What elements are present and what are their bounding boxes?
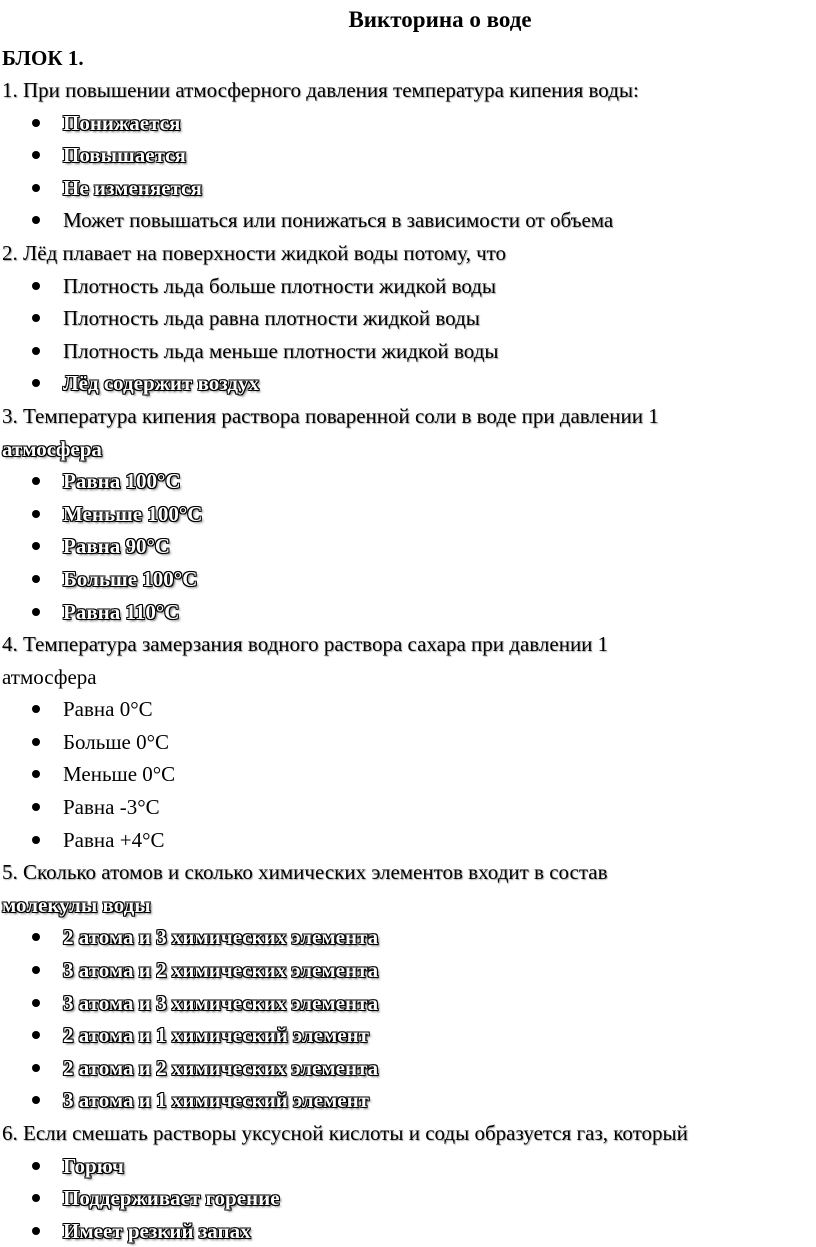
bullet-icon	[32, 1194, 40, 1202]
option-label: Плотность льда меньше плотности жидкой воды	[63, 338, 499, 363]
bullet-icon	[32, 705, 40, 713]
question-1-option	[2, 107, 814, 140]
option-label: 2 атома и 2 химических элемента	[63, 1055, 379, 1080]
question-3-option	[2, 498, 814, 531]
bullet-icon	[32, 151, 40, 159]
bullet-icon	[32, 1162, 40, 1170]
question-6-options	[2, 1150, 814, 1247]
question-3-option	[2, 563, 814, 596]
bullet-icon	[32, 966, 40, 974]
bullet-icon	[32, 379, 40, 387]
bullet-icon	[32, 575, 40, 583]
option-label: Имеет резкий запах	[63, 1218, 251, 1243]
bullet-icon	[32, 510, 40, 518]
option-label: 3 атома и 1 химический элемент	[63, 1088, 369, 1113]
question-3-option	[2, 530, 814, 563]
question-4-option	[2, 758, 814, 791]
question-6-option	[2, 1182, 814, 1215]
bullet-icon	[32, 803, 40, 811]
question-4-options	[2, 693, 814, 856]
question-3-options	[2, 465, 814, 628]
question-5-option	[2, 1052, 814, 1085]
option-label: Больше 100°С	[63, 566, 198, 591]
question-5-option	[2, 921, 814, 954]
question-1-options	[2, 107, 814, 237]
option-label: Может повышаться или понижаться в зависимости от объема	[63, 208, 614, 233]
option-label: 2 атома и 1 химический элемент	[63, 1023, 369, 1048]
option-label: Равна 90°С	[63, 534, 171, 559]
bullet-icon	[32, 836, 40, 844]
option-label: Меньше 100°С	[63, 501, 203, 526]
bullet-icon	[32, 216, 40, 224]
bullet-icon	[32, 1096, 40, 1104]
question-2-option	[2, 335, 814, 368]
option-label: 3 атома и 2 химических элемента	[63, 958, 379, 983]
page-title: Викторина о воде	[348, 7, 532, 32]
quiz-content	[2, 74, 814, 1247]
option-label: Плотность льда больше плотности жидкой воды	[63, 273, 497, 298]
question-5-option	[2, 987, 814, 1020]
question-4-option	[2, 726, 814, 759]
bullet-icon	[32, 314, 40, 322]
bullet-icon	[32, 119, 40, 127]
question-5-options	[2, 921, 814, 1117]
question-3-option	[2, 465, 814, 498]
question-2-option	[2, 367, 814, 400]
question-3-text: 3. Температура кипения раствора поваренной соли в воде при давлении 1	[2, 403, 659, 428]
bullet-icon	[32, 347, 40, 355]
option-label: Равна -3°С	[63, 795, 160, 820]
bullet-icon	[32, 770, 40, 778]
bullet-icon	[32, 1064, 40, 1072]
question-4-option	[2, 791, 814, 824]
option-label: Равна 100°С	[63, 469, 181, 494]
bullet-icon	[32, 477, 40, 485]
bullet-icon	[32, 608, 40, 616]
question-2-text: 2. Лёд плавает на поверхности жидкой воды потому, что	[2, 240, 507, 265]
question-2-options	[2, 270, 814, 400]
question-3-tail: атмосфера	[2, 436, 102, 461]
bullet-icon	[32, 1227, 40, 1235]
option-label: Поддерживает горение	[63, 1186, 280, 1211]
question-6-option	[2, 1215, 814, 1247]
option-label: 2 атома и 3 химических элемента	[63, 925, 379, 950]
option-label: Лёд содержит воздух	[63, 371, 259, 396]
question-1-option	[2, 172, 814, 205]
option-label: Равна 110°С	[63, 599, 180, 624]
option-label: Равна 0°С	[63, 697, 153, 722]
option-label: Меньше 0°С	[63, 762, 176, 787]
option-label: Больше 0°С	[63, 729, 169, 754]
option-label: Не изменяется	[63, 175, 202, 200]
question-1-option	[2, 139, 814, 172]
block-label: БЛОК 1.	[2, 46, 84, 70]
option-label: Плотность льда равна плотности жидкой воды	[63, 306, 480, 331]
option-label: Горюч	[63, 1153, 124, 1178]
question-4-option	[2, 824, 814, 857]
option-label: 3 атома и 3 химических элемента	[63, 990, 379, 1015]
bullet-icon	[32, 542, 40, 550]
question-6-text: 6. Если смешать растворы уксусной кислоты и соды образуется газ, который	[2, 1121, 688, 1145]
question-5-text: 5. Сколько атомов и сколько химических элементов входит в состав	[2, 860, 608, 885]
bullet-icon	[32, 282, 40, 290]
question-5-option	[2, 1019, 814, 1052]
question-6-option	[2, 1150, 814, 1183]
question-5-option	[2, 954, 814, 987]
option-label: Понижается	[63, 110, 181, 135]
question-1-option	[2, 204, 814, 237]
bullet-icon	[32, 738, 40, 746]
question-5-option	[2, 1084, 814, 1117]
option-label: Повышается	[63, 143, 186, 168]
question-2-option	[2, 302, 814, 335]
question-1-text: 1. При повышении атмосферного давления температура кипения воды:	[2, 78, 639, 102]
option-label: Равна +4°С	[63, 827, 165, 852]
bullet-icon	[32, 933, 40, 941]
bullet-icon	[32, 999, 40, 1007]
question-3-option	[2, 596, 814, 629]
question-2-option	[2, 270, 814, 303]
bullet-icon	[32, 184, 40, 192]
question-4-tail: атмосфера	[2, 664, 97, 689]
question-4-option	[2, 693, 814, 726]
bullet-icon	[32, 1031, 40, 1039]
question-4-text: 4. Температура замерзания водного раствора сахара при давлении 1	[2, 632, 609, 657]
question-5-tail: молекулы воды	[2, 892, 151, 917]
